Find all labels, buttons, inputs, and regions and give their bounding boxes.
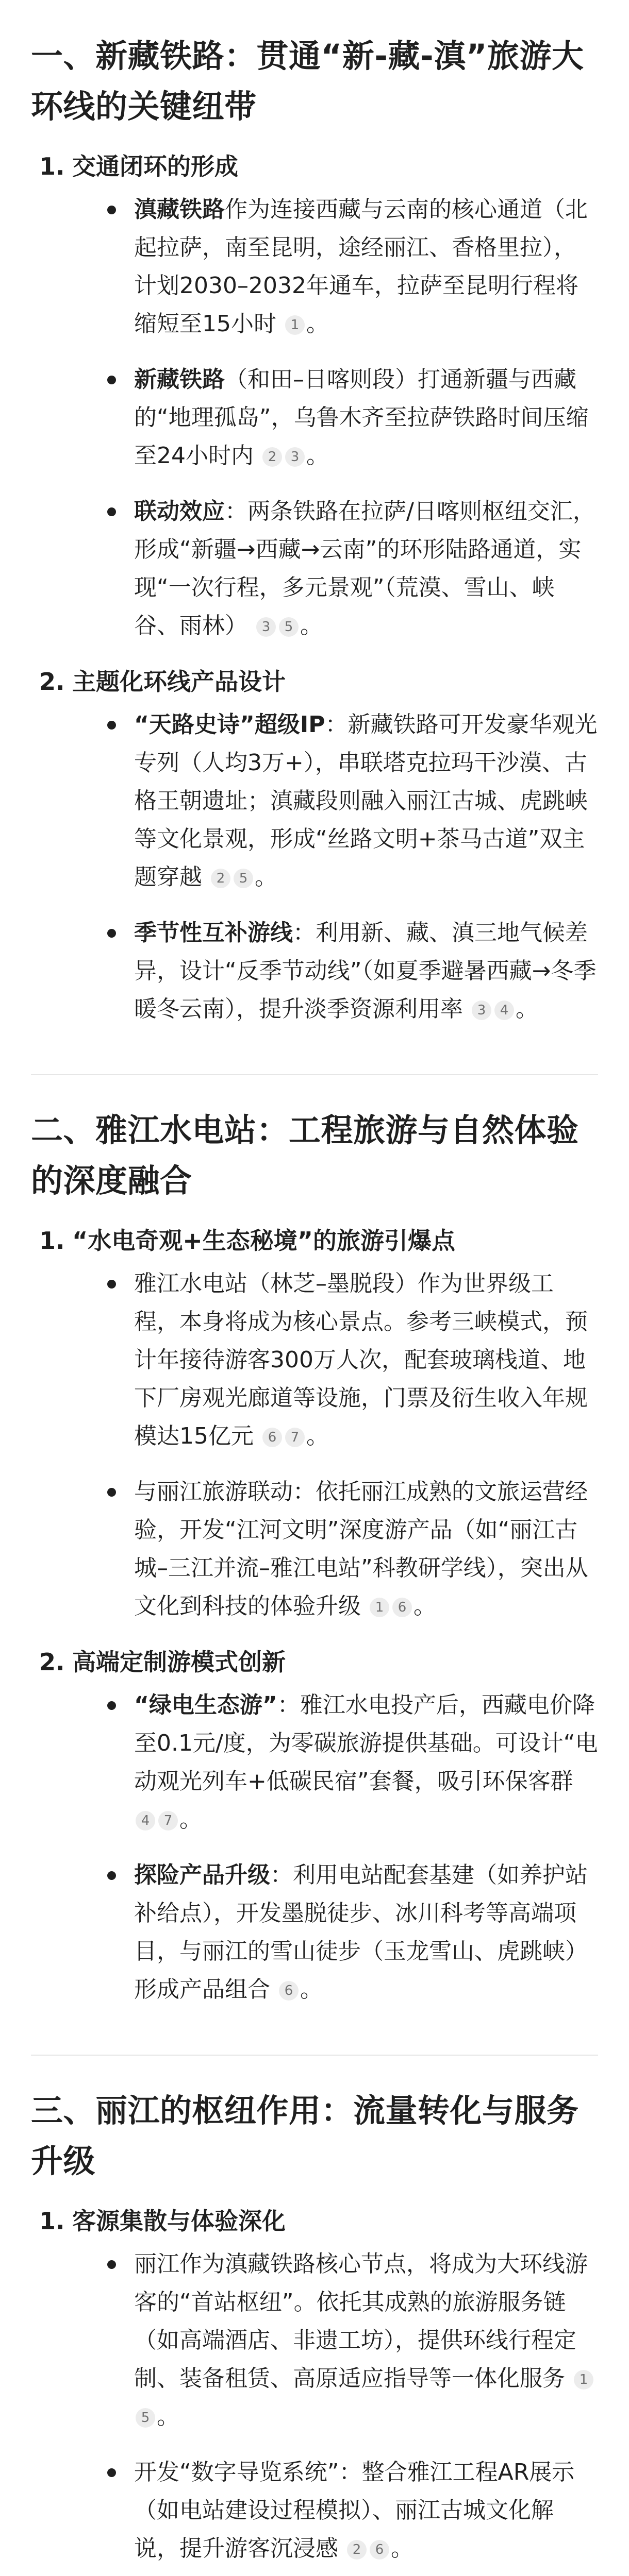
item-bold: 探险产品升级 <box>134 1862 270 1888</box>
subsection-number: 1. <box>39 1227 65 1255</box>
item-text: 雅江水电站（林芝–墨脱段）作为世界级工程，本身将成为核心景点。参考三峡模式，预计年接待游客300万人次，配套玻璃栈道、地下厂房观光廊道等设施，门票及衍生收入年规模达15亿元 <box>134 1270 588 1449</box>
subsection-visitor-distribution <box>31 2202 598 2568</box>
list-item <box>134 914 598 1028</box>
item-tail: 。 <box>306 1423 329 1449</box>
subsection-title: 主题化环线产品设计 <box>72 668 286 696</box>
citation-badge[interactable]: 7 <box>285 1428 305 1447</box>
subsection-number: 2. <box>39 1648 65 1676</box>
item-text: ：雅江水电投产后，西藏电价降至0.1元/度，为零碳旅游提供基础。可设计“电动观光列车+低碳民宿”套餐，吸引环保客群 <box>134 1692 598 1794</box>
subsection-heading <box>39 663 598 701</box>
bullet-list <box>31 1686 598 2009</box>
citation-badge[interactable]: 4 <box>136 1811 155 1831</box>
subsection-custom-tours <box>31 1643 598 2009</box>
subsection-themed-products <box>31 663 598 1028</box>
item-text: 与丽江旅游联动：依托丽江成熟的文旅运营经验，开发“江河文明”深度游产品（如“丽江古城–三江并流–雅江电站”科教研学线），突出从文化到科技的体验升级 <box>134 1479 588 1619</box>
citation-badge[interactable]: 2 <box>347 2540 367 2560</box>
item-tail: 。 <box>300 1976 323 2003</box>
item-tail: 。 <box>306 311 329 337</box>
subsection-number: 1. <box>39 2207 65 2235</box>
subsection-number: 1. <box>39 152 65 180</box>
subsection-transport-loop <box>31 147 598 645</box>
bullet-list <box>31 2245 598 2568</box>
section-yajiang-hydropower <box>31 1105 598 2055</box>
subsection-heading <box>39 1643 598 1681</box>
list-item <box>134 1473 598 1625</box>
item-tail: 。 <box>300 613 323 639</box>
item-text: ：利用新、藏、滇三地气候差异，设计“反季节动线”（如夏季避暑西藏→冬季暖冬云南），提升淡季资源利用率 <box>134 920 597 1022</box>
item-tail: 。 <box>306 443 329 469</box>
list-item <box>134 1265 598 1455</box>
citation-badge[interactable]: 3 <box>285 447 305 467</box>
item-tail: 。 <box>413 1593 436 1619</box>
list-item <box>134 2245 598 2436</box>
subsection-title: “水电奇观+生态秘境”的旅游引爆点 <box>72 1227 456 1255</box>
item-text: 开发“数字导览系统”：整合雅江工程AR展示（如电站建设过程模拟）、丽江古城文化解说，提升游客沉浸感 <box>134 2459 575 2562</box>
list-item <box>134 493 598 645</box>
citation-badge[interactable]: 5 <box>234 869 253 888</box>
citation-badge[interactable]: 6 <box>279 1981 299 2001</box>
list-item <box>134 2453 598 2568</box>
subsection-heading <box>39 2202 598 2240</box>
section-title: 三、丽江的枢纽作用：流量转化与服务升级 <box>31 2092 579 2180</box>
subsection-heading <box>39 147 598 185</box>
subsection-tourism-hotspot <box>31 1222 598 1625</box>
section-divider <box>31 2055 598 2056</box>
subsection-title: 交通闭环的形成 <box>72 152 238 180</box>
citation-badge[interactable]: 1 <box>285 315 305 335</box>
item-text: ：两条铁路在拉萨/日喀则枢纽交汇，形成“新疆→西藏→云南”的环形陆路通道，实现“一次行程，多元景观”（荒漠、雪山、峡谷、雨林） <box>134 498 595 639</box>
item-text: ：新藏铁路可开发豪华观光专列（人均3万+），串联塔克拉玛干沙漠、古格王朝遗址；滇藏段则融入丽江古城、虎跳峡等文化景观，形成“丝路文明+茶马古道”双主题穿越 <box>134 711 598 890</box>
citation-badge[interactable]: 5 <box>279 617 299 637</box>
citation-badge[interactable]: 1 <box>574 2370 593 2389</box>
citation-badge[interactable]: 3 <box>472 1001 491 1020</box>
citation-badge[interactable]: 7 <box>158 1811 178 1831</box>
subsection-heading <box>39 1222 598 1260</box>
item-text: ：利用电站配套基建（如养护站补给点），开发墨脱徒步、冰川科考等高端项目，与丽江的雪山徒步（玉龙雪山、虎跳峡）形成产品组合 <box>134 1862 588 2003</box>
item-tail: 。 <box>255 864 277 890</box>
citation-badge[interactable]: 4 <box>494 1001 514 1020</box>
section-divider <box>31 1074 598 1075</box>
subsection-title: 客源集散与体验深化 <box>72 2207 286 2235</box>
citation-badge[interactable]: 3 <box>256 617 276 637</box>
citation-badge[interactable]: 1 <box>370 1598 389 1617</box>
item-bold: 滇藏铁路 <box>134 196 225 223</box>
list-item <box>134 1686 598 1839</box>
item-bold: 季节性互补游线 <box>134 920 293 946</box>
section-xinzang-railway <box>31 31 598 1074</box>
bullet-list <box>31 191 598 645</box>
item-bold: 联动效应 <box>134 498 225 524</box>
citation-badge[interactable]: 2 <box>211 869 230 888</box>
list-item <box>134 706 598 896</box>
item-tail: 。 <box>516 996 538 1022</box>
subsection-title: 高端定制游模式创新 <box>72 1648 286 1676</box>
citation-badge[interactable]: 6 <box>262 1428 282 1447</box>
item-text: 丽江作为滇藏铁路核心节点，将成为大环线游客的“首站枢纽”。依托其成熟的旅游服务链（如高端酒店、非遗工坊），提供环线行程定制、装备租赁、高原适应指导等一体化服务 <box>134 2251 588 2392</box>
bullet-list <box>31 1265 598 1625</box>
citation-badge[interactable]: 2 <box>262 447 282 467</box>
list-item <box>134 1856 598 2009</box>
item-bold: “绿电生态游” <box>134 1692 277 1718</box>
list-item <box>134 191 598 343</box>
item-tail: 。 <box>157 2403 179 2430</box>
item-text: （和田–日喀则段）打通新疆与西藏的“地理孤岛”，乌鲁木齐至拉萨铁路时间压缩至24小时内 <box>134 366 589 469</box>
item-text: 作为连接西藏与云南的核心通道（北起拉萨，南至昆明，途经丽江、香格里拉），计划2030–2032年通车，拉萨至昆明行程将缩短至15小时 <box>134 196 588 337</box>
section-title: 二、雅江水电站：工程旅游与自然体验的深度融合 <box>31 1111 579 1199</box>
bullet-list <box>31 706 598 1028</box>
item-tail: 。 <box>179 1806 202 1833</box>
citation-badge[interactable]: 6 <box>392 1598 412 1617</box>
citation-badge[interactable]: 6 <box>370 2540 389 2560</box>
section-title: 一、新藏铁路：贯通“新-藏-滇”旅游大环线的关键纽带 <box>31 37 584 125</box>
section-lijiang-hub <box>31 2086 598 2576</box>
subsection-number: 2. <box>39 668 65 696</box>
item-bold: “天路史诗”超级IP <box>134 711 325 738</box>
citation-badge[interactable]: 5 <box>136 2408 155 2428</box>
list-item <box>134 361 598 475</box>
item-tail: 。 <box>391 2535 413 2562</box>
item-bold: 新藏铁路 <box>134 366 225 393</box>
